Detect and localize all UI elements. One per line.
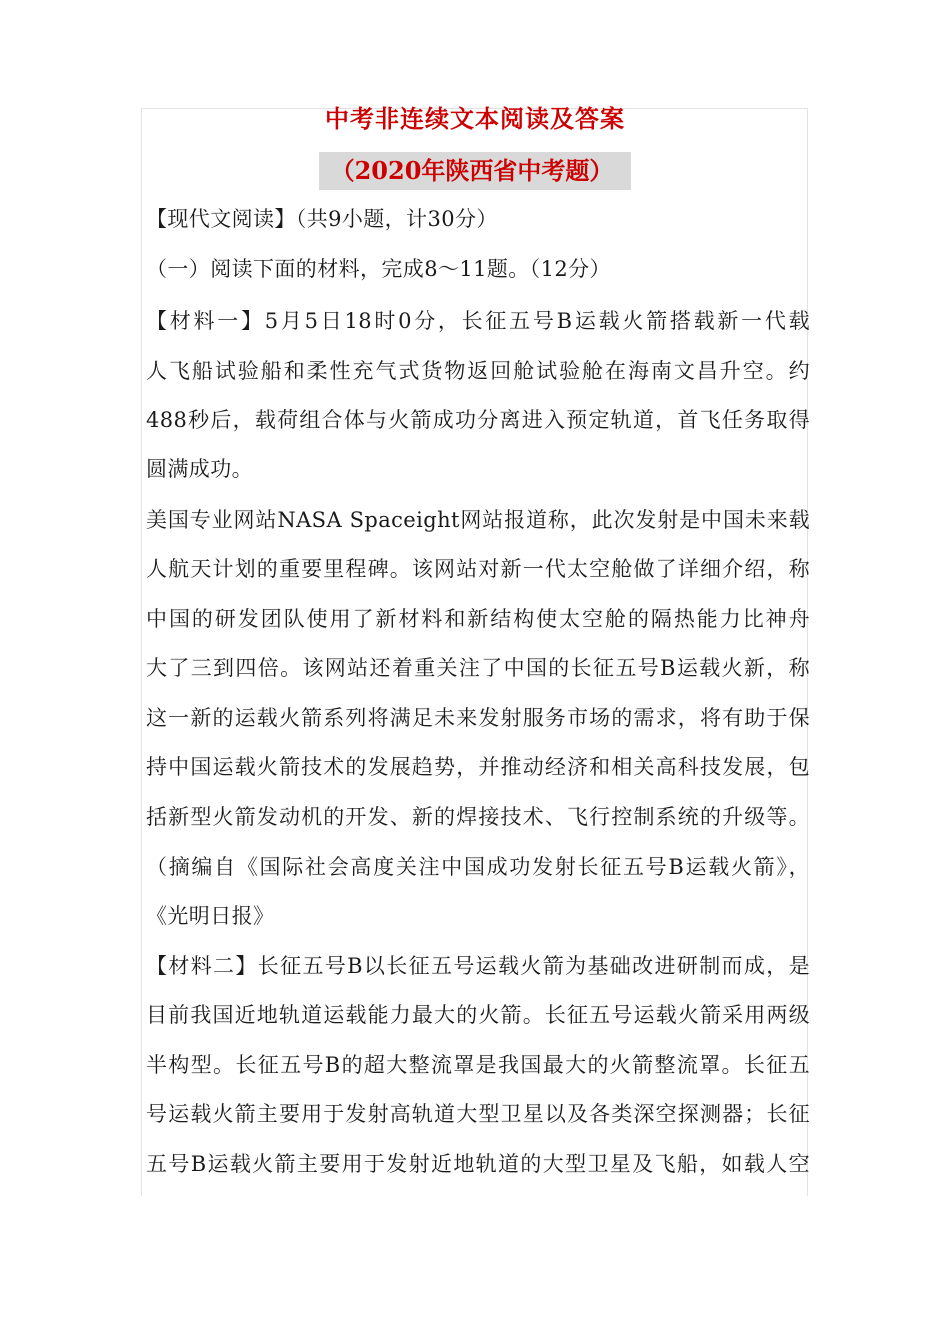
- body-line: 【材料一】5月5日18时0分，长征五号B运载火箭搭载新一代载: [146, 309, 810, 333]
- section-heading: 【现代文阅读】（共9小题，计30分）: [146, 207, 498, 231]
- body-line: 大了三到四倍。该网站还着重关注了中国的长征五号B运载火新，称: [146, 656, 810, 680]
- body-line: 美国专业网站NASA Spaceight网站报道称，此次发射是中国未来载: [146, 508, 810, 532]
- document-subtitle: （2020年陕西省中考题）: [319, 152, 632, 190]
- part-instruction: （一）阅读下面的材料，完成8～11题。（12分）: [146, 257, 611, 281]
- citation-line: （摘编自《国际社会高度关注中国成功发射长征五号B运载火箭》，: [146, 855, 810, 879]
- body-line: 半构型。长征五号B的超大整流罩是我国最大的火箭整流罩。长征五: [146, 1053, 810, 1077]
- document-title: 中考非连续文本阅读及答案: [325, 104, 625, 133]
- body-line: 括新型火箭发动机的开发、新的焊接技术、飞行控制系统的升级等。: [146, 805, 810, 829]
- subtitle-wrapper: [0, 152, 950, 190]
- citation-line: 《光明日报》: [146, 904, 275, 928]
- body-line: 人航天计划的重要里程碑。该网站对新一代太空舱做了详细介绍，称: [146, 557, 810, 581]
- body-line: 五号B运载火箭主要用于发射近地轨道的大型卫星及飞船，如载人空: [146, 1152, 810, 1176]
- body-line: 488秒后，载荷组合体与火箭成功分离进入预定轨道，首飞任务取得: [146, 408, 810, 432]
- body-line: 这一新的运载火箭系列将满足未来发射服务市场的需求，将有助于保: [146, 706, 810, 730]
- body-line: 持中国运载火箭技术的发展趋势，并推动经济和相关高科技发展，包: [146, 755, 810, 779]
- body-line: 目前我国近地轨道运载能力最大的火箭。长征五号运载火箭采用两级: [146, 1003, 810, 1027]
- body-line: 人飞船试验船和柔性充气式货物返回舱试验舱在海南文昌升空。约: [146, 359, 810, 383]
- body-line: 圆满成功。: [146, 457, 253, 481]
- body-line: 号运载火箭主要用于发射高轨道大型卫星以及各类深空探测器；长征: [146, 1102, 810, 1126]
- body-line: 中国的研发团队使用了新材料和新结构使太空舱的隔热能力比神舟: [146, 607, 810, 631]
- body-line: 【材料二】长征五号B以长征五号运载火箭为基础改进研制而成，是: [146, 954, 810, 978]
